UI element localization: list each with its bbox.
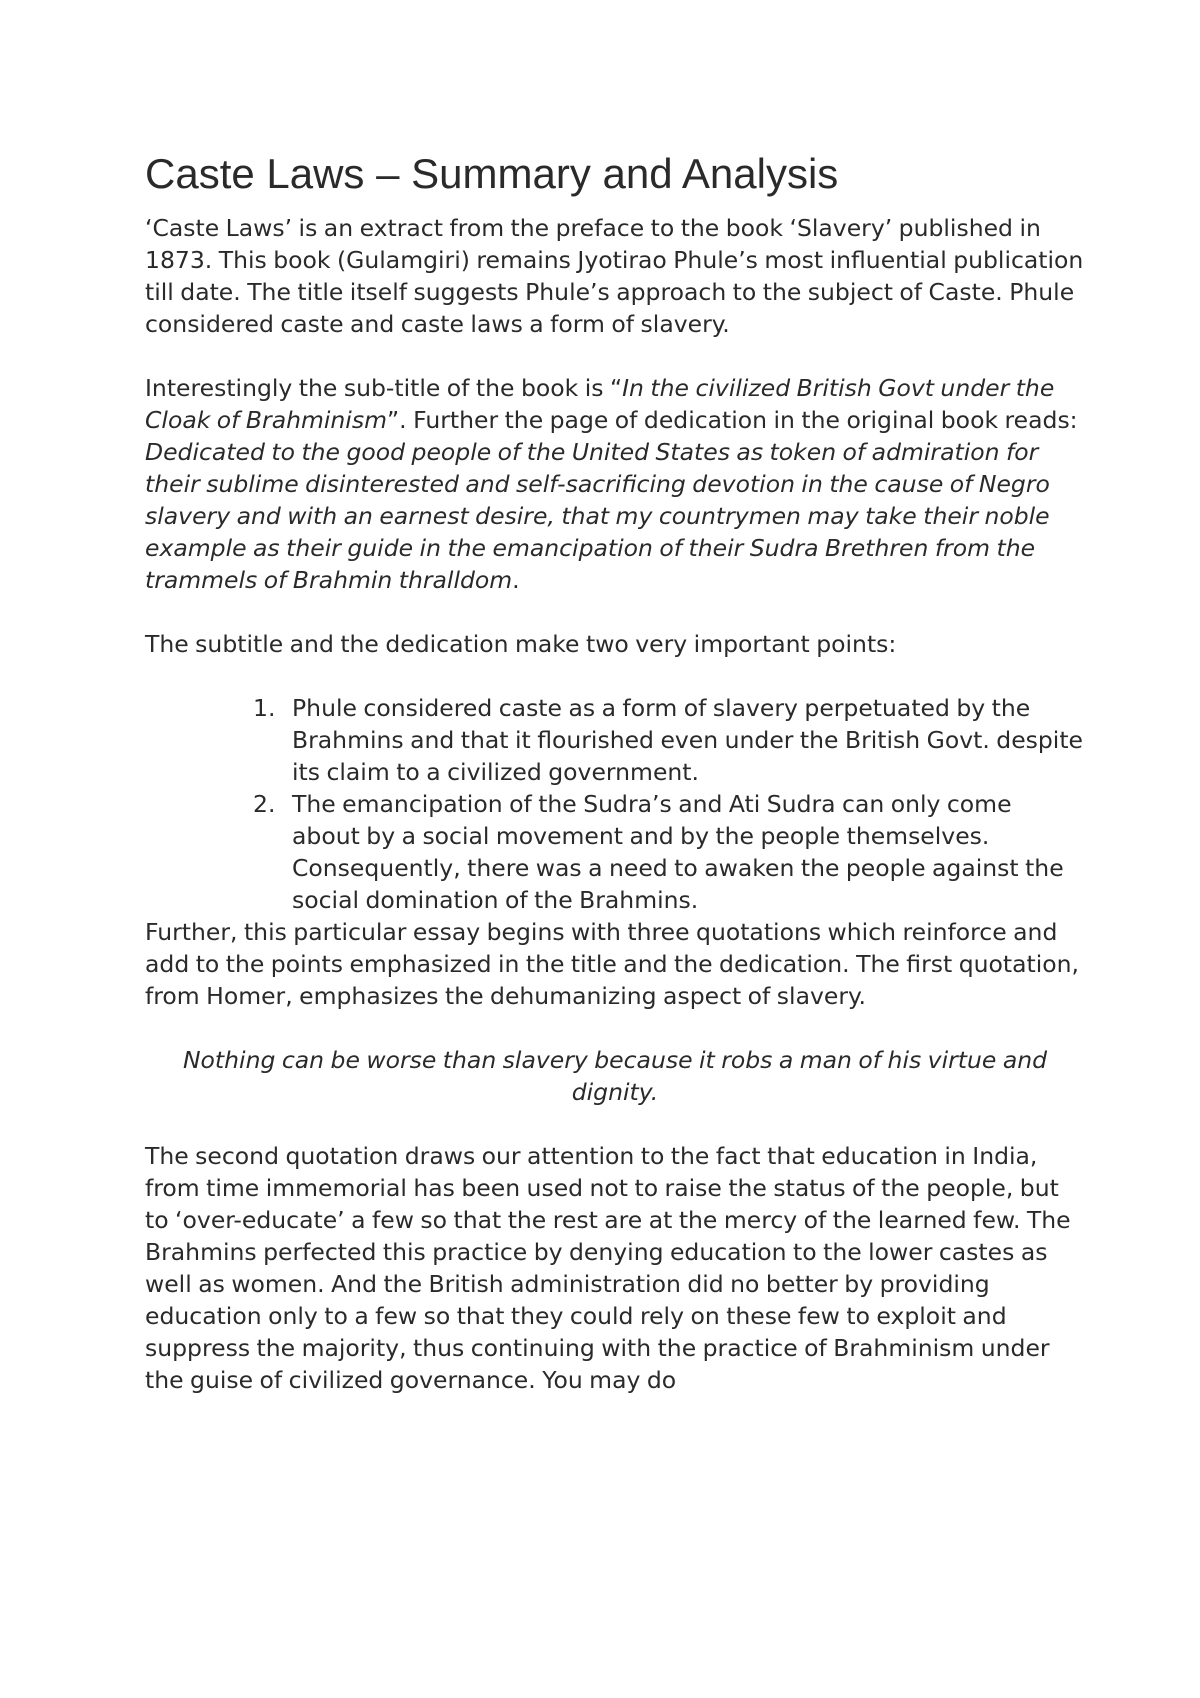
subtitle-paragraph (145, 372, 1085, 596)
subtitle-lead: Interestingly the sub-title of the book is “ (145, 374, 623, 402)
document-title: Caste Laws – Summary and Analysis (145, 150, 839, 197)
second-paragraph: The second quotation draws our attention to the fact that education in India, from time immemorial has been used not to raise the status of the people, but to ‘over-educate’ a few so that the rest are at the mercy of the learned few. The Brahmins perfected this practice by denying education to the lower castes as well as women. And the British administration did no better by providing education only to a few so that they could rely on these few to exploit and suppress the majority, thus continuing with the practice of Brahminism under the guise of civilized governance. You may do (145, 1142, 1071, 1394)
subtitle-middle: ”. Further the page of dedication in the original book reads: (386, 406, 1078, 434)
document-page (145, 150, 1085, 1396)
paragraph-gap (145, 1012, 1085, 1044)
paragraph-gap (145, 660, 1085, 692)
list-item (145, 692, 1085, 788)
list-number: 2. (253, 790, 276, 818)
intro-paragraph: ‘Caste Laws’ is an extract from the preface to the book ‘Slavery’ published in 1873. This book (Gulamgiri) remains Jyotirao Phule’s most influential publication till date. The title itself suggests Phule’s approach to the subject of Caste. Phule considered caste and caste laws a form of slavery. (145, 214, 1084, 338)
subtitle-end: . (512, 566, 520, 594)
dedication-text: Dedicated to the good people of the United States as token of admiration for their sublime disinterested and self-sacrificing devotion in the cause of Negro slavery and with an earnest desire, that my countrymen may take their noble example as their guide in the emancipation of their Sudra Brethren from the trammels of Brahmin thralldom (145, 438, 1050, 594)
points-list (145, 692, 1085, 916)
paragraph-gap (145, 1108, 1085, 1140)
list-text: The emancipation of the Sudra’s and Ati Sudra can only come about by a social movement and by the people themselves. Consequently, there was a need to awaken the people against the social domination of the Brahmins. (292, 790, 1064, 914)
list-text: Phule considered caste as a form of slavery perpetuated by the Brahmins and that it flourished even under the British Govt. despite its claim to a civilized government. (292, 694, 1084, 786)
paragraph-gap (145, 340, 1085, 372)
book-subtitle: In the civilized British Govt under the Cloak of Brahminism (145, 374, 1055, 434)
list-item (145, 788, 1085, 916)
points-intro: The subtitle and the dedication make two very important points: (145, 630, 897, 658)
paragraph-gap (145, 596, 1085, 628)
homer-quote: Nothing can be worse than slavery because it robs a man of his virtue and dignity. (182, 1046, 1048, 1106)
further-paragraph: Further, this particular essay begins with three quotations which reinforce and add to the points emphasized in the title and the dedication. The first quotation, from Homer, emphasizes the dehumanizing aspect of slavery. (145, 918, 1079, 1010)
list-number: 1. (253, 694, 276, 722)
